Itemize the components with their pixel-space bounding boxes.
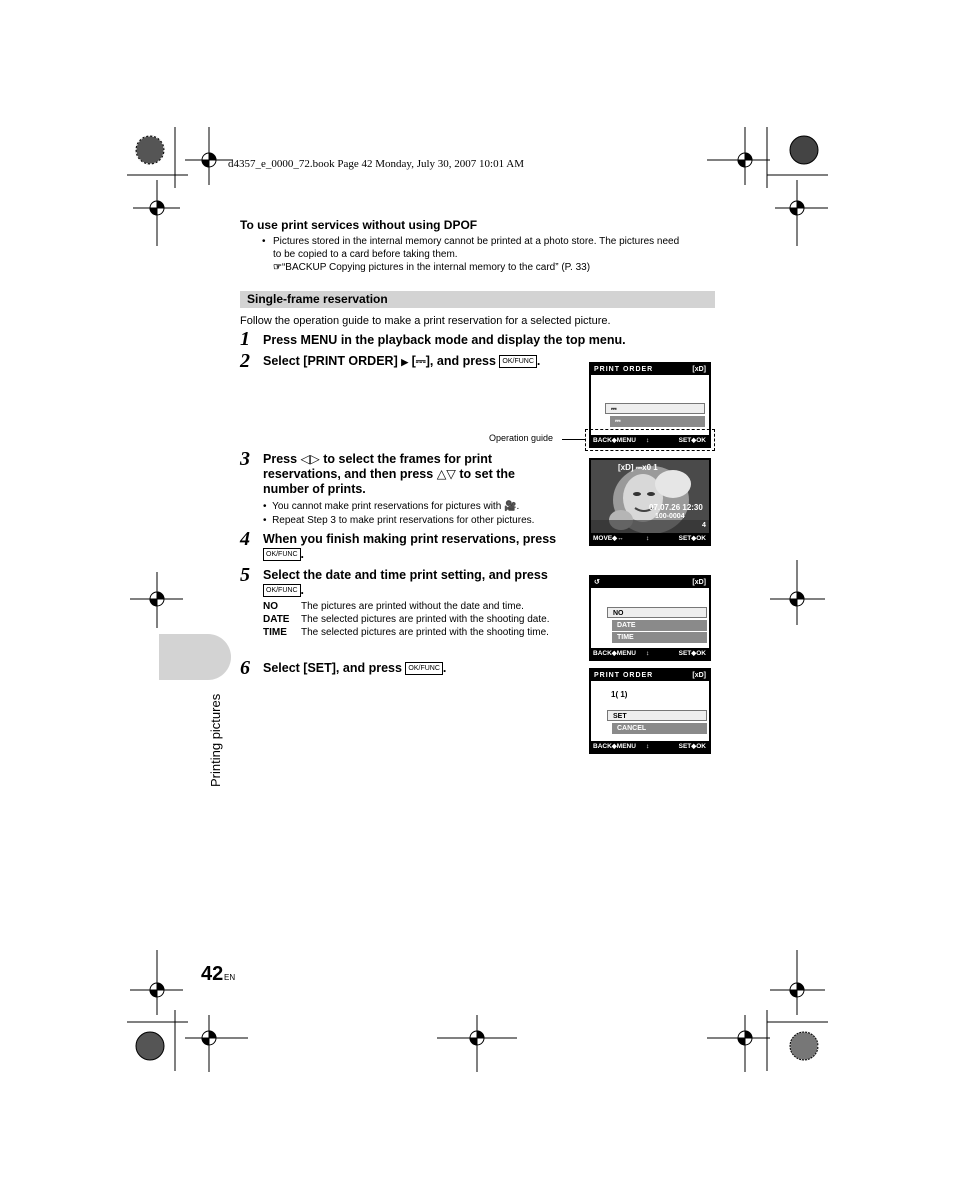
bullet-dot: • <box>262 236 266 247</box>
dpof-bullet-line-1: Pictures stored in the internal memory cannot be printed at a photo store. The pictures need <box>273 236 680 247</box>
print-count: 1( 1) <box>611 690 628 699</box>
step-2-text: Select [PRINT ORDER] ▶ [⎓], and press OK/FUNC . <box>263 354 541 368</box>
section-bar <box>240 291 715 308</box>
step-3-bullet-1: • You cannot make print reservations for pictures with 🎥. <box>263 501 520 512</box>
menu-item-print-order-single[interactable]: ⎓ <box>605 403 705 414</box>
movie-icon: 🎥 <box>504 501 517 512</box>
right-arrow-icon: ▶ <box>401 357 409 367</box>
operation-guide-label: Operation guide <box>489 433 554 443</box>
step-3-bullet-2: • Repeat Step 3 to make print reservations for other pictures. <box>263 515 535 526</box>
language-code: EN <box>224 973 236 982</box>
chapter-tab <box>159 634 231 680</box>
screen-operation-guide: MOVE◆↔ ↕ SET◆OK <box>591 533 709 544</box>
step-4-number: 4 <box>240 528 250 550</box>
photo-frame-count: 4 <box>702 522 706 529</box>
menu-item-no[interactable]: NO <box>607 607 707 618</box>
print-icon: ⎓ <box>415 354 426 368</box>
file-header: d4357_e_0000_72.book Page 42 Monday, July 30, 2007 10:01 AM <box>228 158 524 170</box>
xd-card-icon: [xD] <box>692 579 706 586</box>
page-number: 42 <box>201 963 224 985</box>
step-1-text: Press MENU in the playback mode and display the top menu. <box>263 333 626 347</box>
step-5-options <box>263 600 549 639</box>
ok-func-button-icon: OK/FUNC <box>405 662 443 675</box>
screen-operation-guide: BACK◆MENU ↕ SET◆OK <box>591 648 709 659</box>
dpof-heading: To use print services without using DPOF <box>240 218 478 232</box>
photo-date-time: 07.07.26 12:30 <box>649 503 703 512</box>
xd-card-icon: [xD] <box>692 672 706 679</box>
step-4-text: When you finish making print reservations, press OK/FUNC . <box>263 532 557 561</box>
screen-title-bar <box>591 577 709 588</box>
ok-func-button-icon: OK/FUNC <box>263 548 301 561</box>
screen-date-setting <box>589 575 711 661</box>
ok-func-button-icon: OK/FUNC <box>263 584 301 597</box>
option-date: DATE The selected pictures are printed with the shooting date. <box>263 614 550 625</box>
menu-item-cancel[interactable]: CANCEL <box>612 723 707 734</box>
screen-photo-playback <box>589 458 711 546</box>
step-6-number: 6 <box>240 657 250 679</box>
menu-item-set[interactable]: SET <box>607 710 707 721</box>
step-2-number: 2 <box>240 350 250 372</box>
menu-item-print-order-all[interactable]: ⎓ <box>610 416 705 427</box>
operation-guide-highlight <box>585 429 715 451</box>
clock-icon: ↺ <box>594 579 601 586</box>
chapter-side-label: Printing pictures <box>208 693 223 787</box>
dpof-reference: ☞“BACKUP Copying pictures in the internal memory to the card” (P. 33) <box>273 262 591 273</box>
step-6-text: Select [SET], and press OK/FUNC . <box>263 661 447 675</box>
step-1-number: 1 <box>240 328 250 350</box>
menu-word: MENU <box>300 333 338 347</box>
screen-print-order-confirm <box>589 668 711 754</box>
dpof-bullet-line-2: to be copied to a card before taking them. <box>273 249 458 260</box>
photo-file-number: 100-0004 <box>655 513 685 520</box>
menu-item-date[interactable]: DATE <box>612 620 707 631</box>
up-down-arrows-icon: △▽ <box>436 467 456 481</box>
ok-func-button-icon: OK/FUNC <box>499 355 537 368</box>
left-right-arrows-icon: ◁▷ <box>300 452 320 466</box>
step-3-text: Press ◁▷ to select the frames for print reservations, and then press △▽ to set the number of prints. <box>263 452 515 496</box>
step-5-text: Select the date and time print setting, and press OK/FUNC . <box>263 568 548 597</box>
photo-info-top: [xD] ⎓x0 1 <box>618 463 658 472</box>
option-time: TIME The selected pictures are printed with the shooting time. <box>263 627 549 638</box>
section-intro: Follow the operation guide to make a print reservation for a selected picture. <box>240 315 611 327</box>
operation-guide-leader <box>562 439 586 440</box>
step-3-number: 3 <box>240 448 250 470</box>
section-title: Single-frame reservation <box>247 292 388 306</box>
dpof-bullet <box>273 235 718 274</box>
screen-operation-guide: BACK◆MENU ↕ SET◆OK <box>591 435 709 446</box>
screen-operation-guide: BACK◆MENU ↕ SET◆OK <box>591 741 709 752</box>
menu-item-time[interactable]: TIME <box>612 632 707 643</box>
option-no: NO The pictures are printed without the date and time. <box>263 601 524 612</box>
reference-icon: ☞ <box>273 262 282 273</box>
screen-title-bar: PRINT ORDER [xD] <box>591 364 709 375</box>
xd-card-icon: [xD] <box>692 366 706 373</box>
step-5-number: 5 <box>240 564 250 586</box>
screen-title-bar: PRINT ORDER [xD] <box>591 670 709 681</box>
